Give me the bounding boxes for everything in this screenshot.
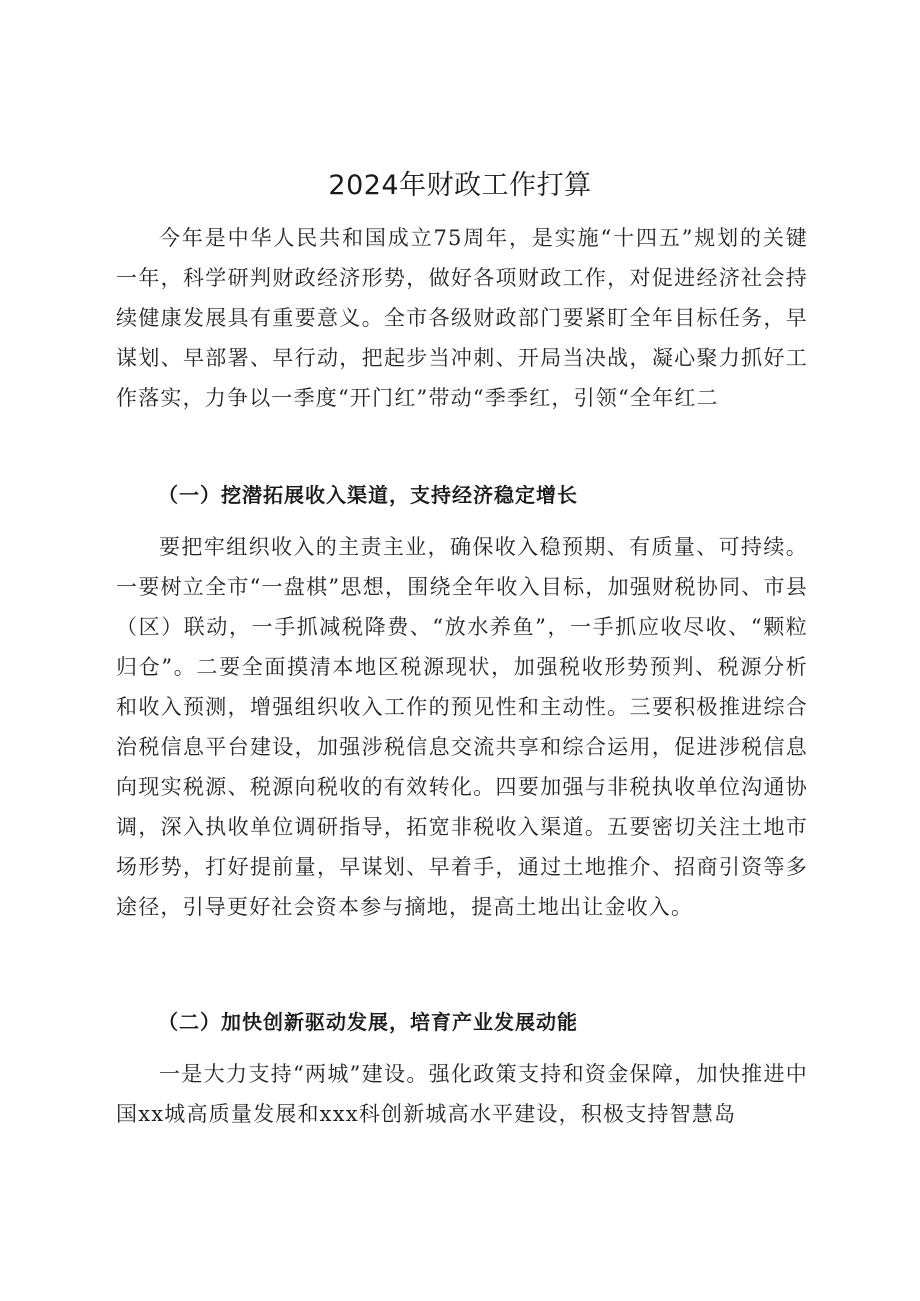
section-heading-1: （一）挖潜拓展收入渠道，支持经济稳定增长 (158, 483, 578, 507)
section-paragraph-2: 一是大力支持“两城”建设。强化政策支持和资金保障，加快推进中国xx城高质量发展和xxx科创新城高水平建设，积极支持智慧岛 (116, 1062, 808, 1126)
section-paragraph-1: 要把牢组织收入的主责主业，确保收入稳预期、有质量、可持续。一要树立全市“一盘棋”思想，围绕全年收入目标，加强财税协同、市县（区）联动，一手抓减税降费、“放水养鱼”，一手抓应收尽收、“颗粒归仓”。二要全面摸清本地区税源现状，加强税收形势预判、税源分析和收入预测，增强组织收入工作的预见性和主动性。三要积极推进综合治税信息平台建设，加强涉税信息交流共享和综合运用，促进涉税信息向现实税源、税源向税收的有效转化。四要加强与非税执收单位沟通协调，深入执收单位调研指导，拓宽非税收入渠道。五要密切关注土地市场形势，打好提前量，早谋划、早着手，通过土地推介、招商引资等多途径，引导更好社会资本参与摘地，提高土地出让金收入。 (116, 535, 808, 919)
intro-paragraph: 今年是中华人民共和国成立75周年，是实施“十四五”规划的关键一年，科学研判财政经济形势，做好各项财政工作，对促进经济社会持续健康发展具有重要意义。全市各级财政部门要紧盯全年目标任务，早谋划、早部署、早行动，把起步当冲刺、开局当决战，凝心聚力抓好工作落实，力争以一季度“开门红”带动“季季红，引领“全年红二 (116, 226, 808, 410)
section-heading-2: （二）加快创新驱动发展，培育产业发展动能 (158, 1010, 578, 1034)
document-title: 2024年财政工作打算 (328, 170, 592, 201)
